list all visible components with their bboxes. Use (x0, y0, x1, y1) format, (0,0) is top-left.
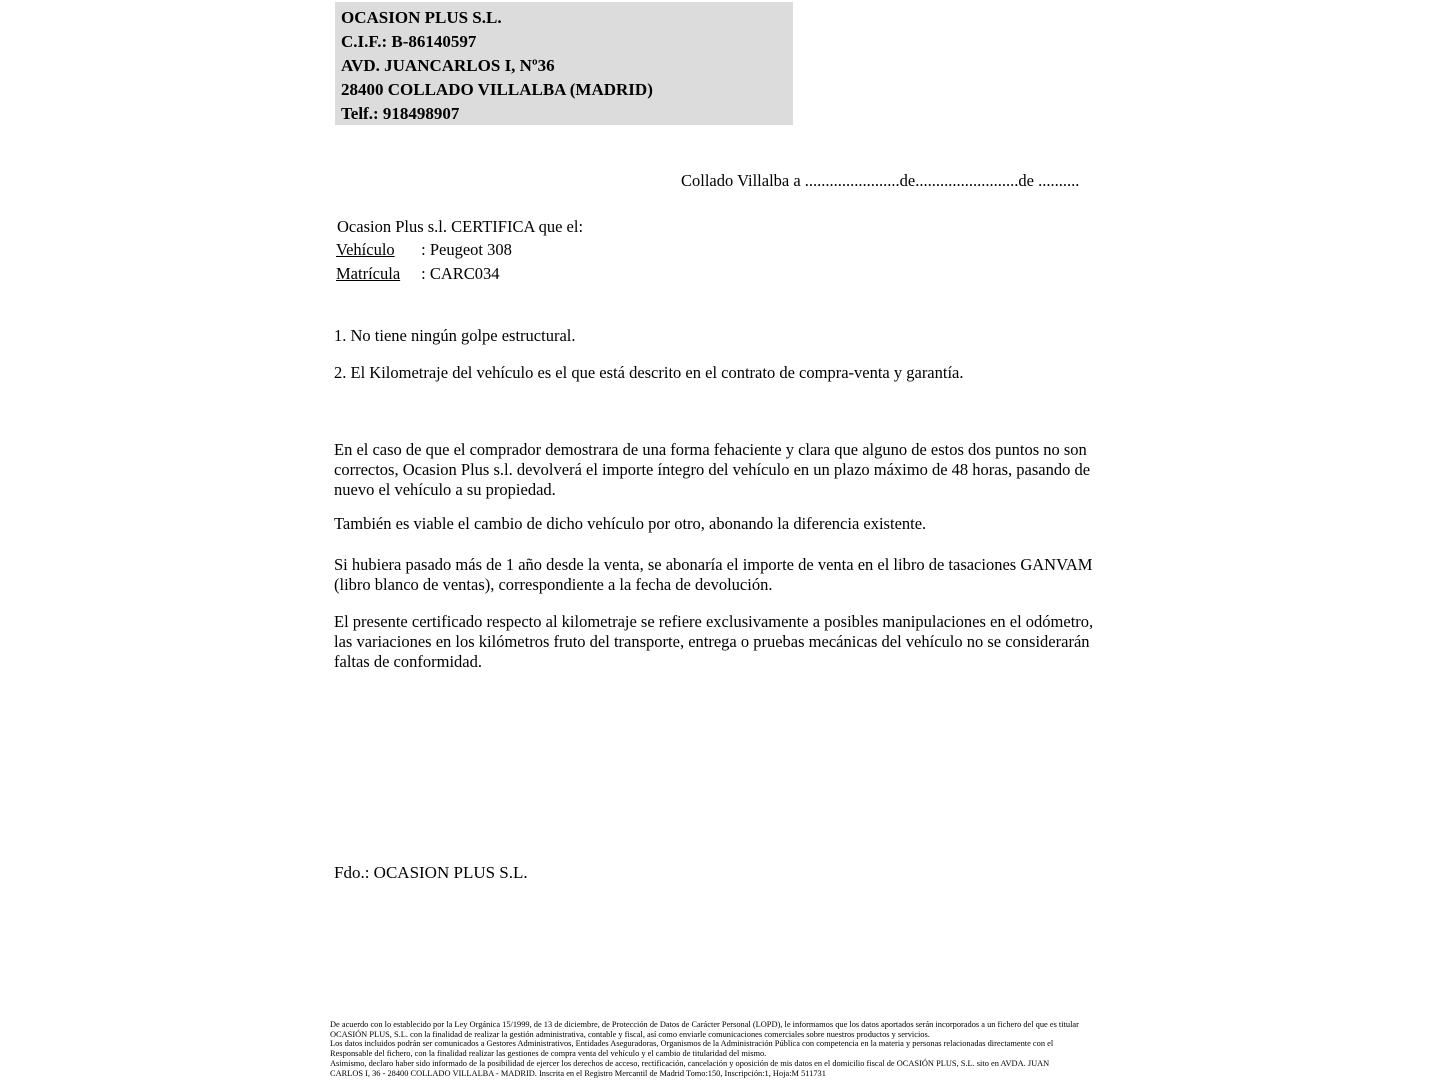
company-address: AVD. JUANCARLOS I, Nº36 (341, 56, 555, 75)
legal-footer-line: Los datos incluidos podrán ser comunicados a Gestores Administrativos, Entidades Aseguradoras, Organismos de la Administración Pública con competencia en la materia y personas relacionadas directamente con el (330, 1039, 1054, 1049)
paragraph-refund-guarantee: En el caso de que el comprador demostrara de una forma fehaciente y clara que alguno de estos dos puntos no son correctos, Ocasion Plus s.l. devolverá el importe íntegro del vehículo en un plazo máximo de 48 horas, pasando de nuevo el vehículo a su propiedad. (334, 440, 1091, 499)
vehicle-field-row (336, 240, 512, 260)
legal-footer-line: CARLOS I, 36 - 28400 COLLADO VILLALBA - MADRID. Inscrita en el Registro Mercantil de Madrid Tomo:150, Inscripción:1, Hoja:M 511731 (330, 1068, 826, 1078)
vehicle-value: : Peugeot 308 (421, 240, 512, 259)
legal-footer-line: Responsable del fichero, con la finalidad realizar las gestiones de compra venta del vehículo y el cambio de titularidad del mismo. (330, 1049, 767, 1059)
company-header-box (335, 2, 793, 125)
legal-footer-line: De acuerdo con lo establecido por la Ley Orgánica 15/1999, de 13 de diciembre, de Protección de Datos de Carácter Personal (LOPD), le informamos que los datos aportados serán incorporados a un fichero del que es titular (330, 1020, 1079, 1029)
company-cif: C.I.F.: B-86140597 (341, 32, 477, 51)
company-city: 28400 COLLADO VILLALBA (MADRID) (341, 80, 653, 99)
vehicle-label: Vehículo (336, 240, 395, 259)
legal-footer (330, 1020, 1120, 1078)
paragraph-ganvam-valuation: Si hubiera pasado más de 1 año desde la venta, se abonaría el importe de venta en el libro de tasaciones GANVAM (libro blanco de ventas), correspondiente a la fecha de devolución. (334, 555, 1093, 594)
company-phone: Telf.: 918498907 (341, 104, 460, 123)
legal-footer-line: Asimismo, declaro haber sido informado de la posibilidad de ejercer los derechos de acceso, rectificación, cancelación y oposición de mis datos en el domicilio fiscal de OCASIÓN PLUS, S.L. sito en AVDA. JUAN (330, 1058, 1050, 1068)
plate-field-row (336, 264, 500, 284)
clause-structural-damage: 1. No tiene ningún golpe estructural. (334, 326, 576, 345)
legal-footer-line: OCASIÓN PLUS, S.L. con la finalidad de realizar la gestión administrativa, contable y fiscal, así como enviarle comunicaciones comerciales sobre nuestros productos y servicios. (330, 1029, 930, 1039)
company-name: OCASION PLUS S.L. (341, 8, 502, 27)
date-line: Collado Villalba a .......................de.........................de .......... (681, 171, 1080, 190)
paragraph-vehicle-exchange: También es viable el cambio de dicho vehículo por otro, abonando la diferencia existente. (334, 514, 927, 533)
plate-label: Matrícula (336, 264, 401, 283)
signature-line: Fdo.: OCASION PLUS S.L. (334, 863, 528, 882)
clause-mileage: 2. El Kilometraje del vehículo es el que está descrito en el contrato de compra-venta y garantía. (334, 363, 964, 382)
paragraph-odometer-disclaimer: El presente certificado respecto al kilometraje se refiere exclusivamente a posibles manipulaciones en el odómetro, las variaciones en los kilómetros fruto del transporte, entrega o pruebas mecánicas del vehículo no se considerarán faltas de conformidad. (334, 612, 1094, 671)
certify-intro: Ocasion Plus s.l. CERTIFICA que el: (337, 217, 584, 236)
plate-value: : CARC034 (421, 264, 500, 283)
